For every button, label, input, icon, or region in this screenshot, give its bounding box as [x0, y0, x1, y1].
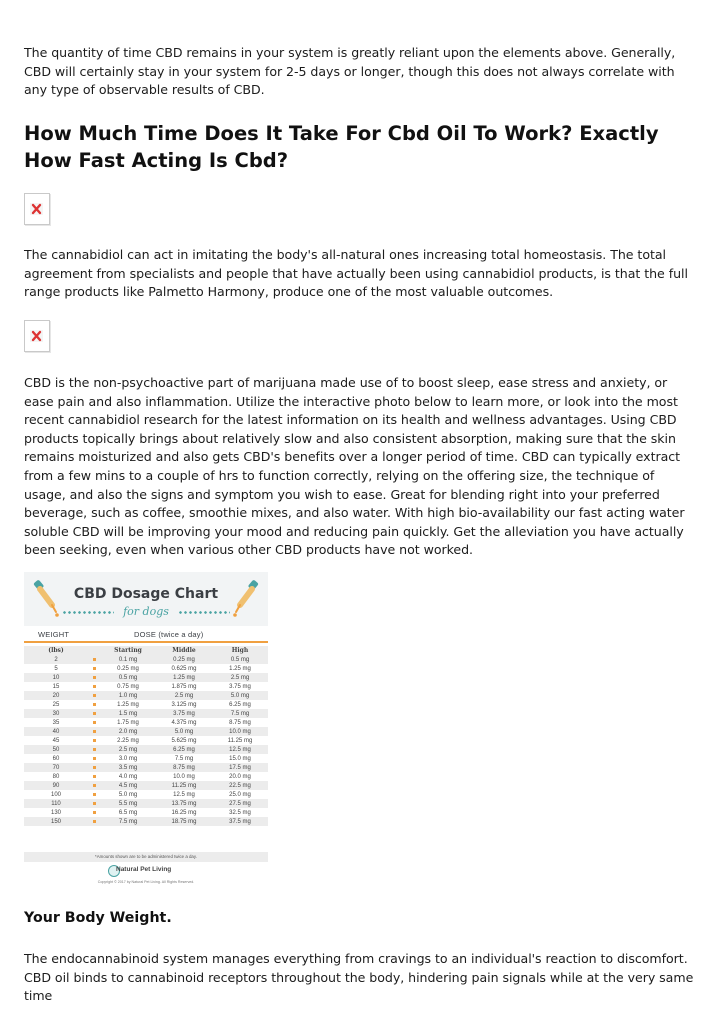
broken-image-icon	[30, 330, 43, 342]
bullet-icon	[93, 757, 96, 760]
table-cell: 16.25 mg	[171, 809, 197, 816]
chart-footnote: *Amounts shown are to be administered twice a day.	[24, 852, 268, 862]
table-cell: 13.75 mg	[156, 799, 212, 808]
table-cell: 7.5 mg	[174, 755, 194, 762]
bullet-icon	[93, 730, 96, 733]
table-cell: 1.875 mg	[171, 683, 197, 690]
table-cell: 11.25 mg	[227, 737, 253, 744]
table-cell: 15	[52, 683, 60, 690]
table-cell: 12.5 mg	[173, 791, 195, 798]
table-cell: 0.25 mg	[156, 655, 212, 664]
row-bullet	[88, 817, 100, 826]
row-bullet	[88, 772, 100, 781]
bullet-icon	[93, 703, 96, 706]
table-row	[24, 790, 268, 799]
bullet-icon	[93, 658, 96, 661]
table-cell: 4.0 mg	[118, 773, 138, 780]
paragraph-4: The endocannabinoid system manages everything from cravings to an individual's reaction to discomfort. CBD oil binds to cannabinoid receptors throughout the body, hindering pain signals while at the very same time	[24, 951, 694, 1004]
bullet-icon	[93, 820, 96, 823]
table-cell: 27.5 mg	[212, 799, 268, 808]
row-bullet	[88, 655, 100, 664]
table-cell: 4.375 mg	[171, 719, 197, 726]
table-row	[24, 700, 268, 709]
spacer-cell	[88, 646, 100, 655]
row-bullet	[88, 799, 100, 808]
bullet-icon	[93, 793, 96, 796]
table-cell: 0.1 mg	[100, 655, 156, 664]
row-bullet	[88, 709, 100, 718]
table-cell: 6.25 mg	[156, 745, 212, 754]
table-row	[24, 763, 268, 772]
subheading-body-weight: Your Body Weight.	[24, 910, 172, 926]
table-cell: 3.0 mg	[118, 755, 138, 762]
chart-brand: Natural Pet Living	[116, 866, 172, 873]
table-row	[24, 808, 268, 817]
column-header: Starting	[100, 646, 156, 655]
bullet-icon	[93, 775, 96, 778]
bullet-icon	[93, 721, 96, 724]
table-cell: 0.625 mg	[171, 665, 197, 672]
table-cell: 25	[52, 701, 60, 708]
row-bullet	[88, 664, 100, 673]
table-cell: 0.25 mg	[117, 665, 139, 672]
table-cell: 1.0 mg	[100, 691, 156, 700]
table-cell: 2.5 mg	[156, 691, 212, 700]
table-cell: 32.5 mg	[229, 809, 251, 816]
table-cell: 4.5 mg	[100, 781, 156, 790]
header-rule	[24, 641, 268, 643]
table-cell: 10.0 mg	[173, 773, 195, 780]
table-row	[24, 718, 268, 727]
table-row	[24, 709, 268, 718]
table-cell: 5.5 mg	[100, 799, 156, 808]
table-cell: 8.75 mg	[229, 719, 251, 726]
table-cell: 3.5 mg	[100, 763, 156, 772]
row-bullet	[88, 691, 100, 700]
table-cell: 3.75 mg	[229, 683, 251, 690]
table-cell: 45	[52, 737, 60, 744]
table-cell: 35	[52, 719, 60, 726]
table-cell: 2.25 mg	[117, 737, 139, 744]
dotted-divider-right	[178, 611, 230, 614]
row-bullet	[88, 808, 100, 817]
table-cell: 1.25 mg	[117, 701, 139, 708]
section-heading: How Much Time Does It Take For Cbd Oil To Work? Exactly How Fast Acting Is Cbd?	[24, 122, 659, 172]
broken-image-2	[24, 320, 50, 352]
row-bullet	[88, 718, 100, 727]
broken-image-1	[24, 193, 50, 225]
row-bullet	[88, 754, 100, 763]
table-row	[24, 736, 268, 745]
table-row	[24, 682, 268, 691]
table-row	[24, 655, 268, 664]
table-cell: 6.5 mg	[118, 809, 138, 816]
table-cell: 15.0 mg	[229, 755, 251, 762]
table-cell: 2.5 mg	[212, 673, 268, 682]
table-cell: 22.5 mg	[212, 781, 268, 790]
table-cell: 2.5 mg	[100, 745, 156, 754]
table-row	[24, 817, 268, 826]
table-cell: 2.0 mg	[100, 727, 156, 736]
table-cell: 70	[24, 763, 88, 772]
table-row	[24, 727, 268, 736]
table-cell: 20.0 mg	[229, 773, 251, 780]
table-cell: 60	[52, 755, 60, 762]
bullet-icon	[93, 676, 96, 679]
table-cell: 80	[52, 773, 60, 780]
table-cell: 30	[24, 709, 88, 718]
dose-header: DOSE (twice a day)	[134, 630, 204, 639]
table-cell: 25.0 mg	[229, 791, 251, 798]
table-cell: 1.25 mg	[229, 665, 251, 672]
table-cell: 110	[24, 799, 88, 808]
bullet-icon	[93, 802, 96, 805]
bullet-icon	[93, 667, 96, 670]
column-header: High	[212, 646, 268, 655]
row-bullet	[88, 745, 100, 754]
table-row	[24, 781, 268, 790]
paragraph-2: The cannabidiol can act in imitating the body's all-natural ones increasing total homeostasis. The total agreement from specialists and people that have actually been using cannabidiol products, is that the full range products like Palmetto Harmony, produce one of the most valuable outcomes.	[24, 247, 688, 300]
table-cell: 6.25 mg	[229, 701, 251, 708]
table-row	[24, 772, 268, 781]
table-cell: 5.0 mg	[212, 691, 268, 700]
table-cell: 7.5 mg	[100, 817, 156, 826]
cbd-dosage-chart-image	[24, 572, 268, 890]
table-cell: 50	[24, 745, 88, 754]
table-cell: 12.5 mg	[212, 745, 268, 754]
table-cell: 10	[24, 673, 88, 682]
table-cell: 10.0 mg	[212, 727, 268, 736]
bullet-icon	[93, 784, 96, 787]
column-header: Middle	[156, 646, 212, 655]
bullet-icon	[93, 748, 96, 751]
table-row	[24, 754, 268, 763]
table-cell: 130	[50, 809, 61, 816]
table-cell: 90	[24, 781, 88, 790]
row-bullet	[88, 790, 100, 799]
table-cell: 7.5 mg	[212, 709, 268, 718]
table-cell: 11.25 mg	[156, 781, 212, 790]
row-bullet	[88, 763, 100, 772]
dosage-table	[24, 646, 268, 826]
table-cell: 37.5 mg	[212, 817, 268, 826]
table-cell: 5.625 mg	[171, 737, 197, 744]
table-row	[24, 799, 268, 808]
table-cell: 5	[54, 665, 58, 672]
table-cell: 1.5 mg	[100, 709, 156, 718]
row-bullet	[88, 700, 100, 709]
table-cell: 3.125 mg	[171, 701, 197, 708]
table-cell: 5.0 mg	[156, 727, 212, 736]
table-header-row	[24, 646, 268, 655]
table-row	[24, 691, 268, 700]
bullet-icon	[93, 685, 96, 688]
table-cell: 2	[24, 655, 88, 664]
weight-header: WEIGHT	[38, 630, 70, 639]
table-cell: 17.5 mg	[212, 763, 268, 772]
table-cell: 0.5 mg	[212, 655, 268, 664]
table-cell: 3.75 mg	[156, 709, 212, 718]
broken-image-icon	[30, 203, 43, 215]
bullet-icon	[93, 694, 96, 697]
table-cell: 1.75 mg	[117, 719, 139, 726]
table-cell: 1.25 mg	[156, 673, 212, 682]
chart-subtitle: for dogs	[123, 605, 169, 618]
bullet-icon	[93, 766, 96, 769]
row-bullet	[88, 736, 100, 745]
chart-title: CBD Dosage Chart	[73, 586, 219, 602]
paragraph-3: CBD is the non-psychoactive part of marijuana made use of to boost sleep, ease stress and anxiety, or ease pain and also inflammation. Utilize the interactive photo below to learn more, or look into the most recent cannabidiol research for the latest information on its health and wellness advantages. Using CBD products topically brings about relatively slow and also consistent absorption, making sure that the skin remains moisturized and also gets CBD's benefits over a longer period of time. CBD can typically extract from a few mins to a couple of hrs to function correctly, relying on the offering size, the technique of usage, and also the signs and symptom you wish to ease. Great for blending right into your preferred beverage, such as coffee, smoothie mixes, and also water. With high bio-availability our fast acting water soluble CBD will be improving your mood and reducing pain quickly. Get the alleviation you have actually been seeking, even when various other CBD products have not worked.	[24, 375, 685, 558]
bullet-icon	[93, 739, 96, 742]
table-cell: 100	[50, 791, 61, 798]
row-bullet	[88, 682, 100, 691]
row-bullet	[88, 727, 100, 736]
table-cell: 5.0 mg	[118, 791, 138, 798]
bullet-icon	[93, 712, 96, 715]
table-cell: 20	[24, 691, 88, 700]
table-cell: 0.75 mg	[117, 683, 139, 690]
row-bullet	[88, 673, 100, 682]
table-cell: 18.75 mg	[156, 817, 212, 826]
chart-copyright: Copyright © 2017 by Natural Pet Living. All Rights Reserved.	[97, 880, 195, 884]
column-header: (lbs)	[24, 646, 88, 655]
table-cell: 8.75 mg	[156, 763, 212, 772]
row-bullet	[88, 781, 100, 790]
table-cell: 0.5 mg	[100, 673, 156, 682]
table-row	[24, 664, 268, 673]
bullet-icon	[93, 811, 96, 814]
table-row	[24, 673, 268, 682]
table-row	[24, 745, 268, 754]
table-cell: 40	[24, 727, 88, 736]
paragraph-1: The quantity of time CBD remains in your system is greatly reliant upon the elements above. Generally, CBD will certainly stay in your system for 2-5 days or longer, though this does not always correlate with any type of observable results of CBD.	[24, 45, 676, 98]
table-cell: 150	[24, 817, 88, 826]
